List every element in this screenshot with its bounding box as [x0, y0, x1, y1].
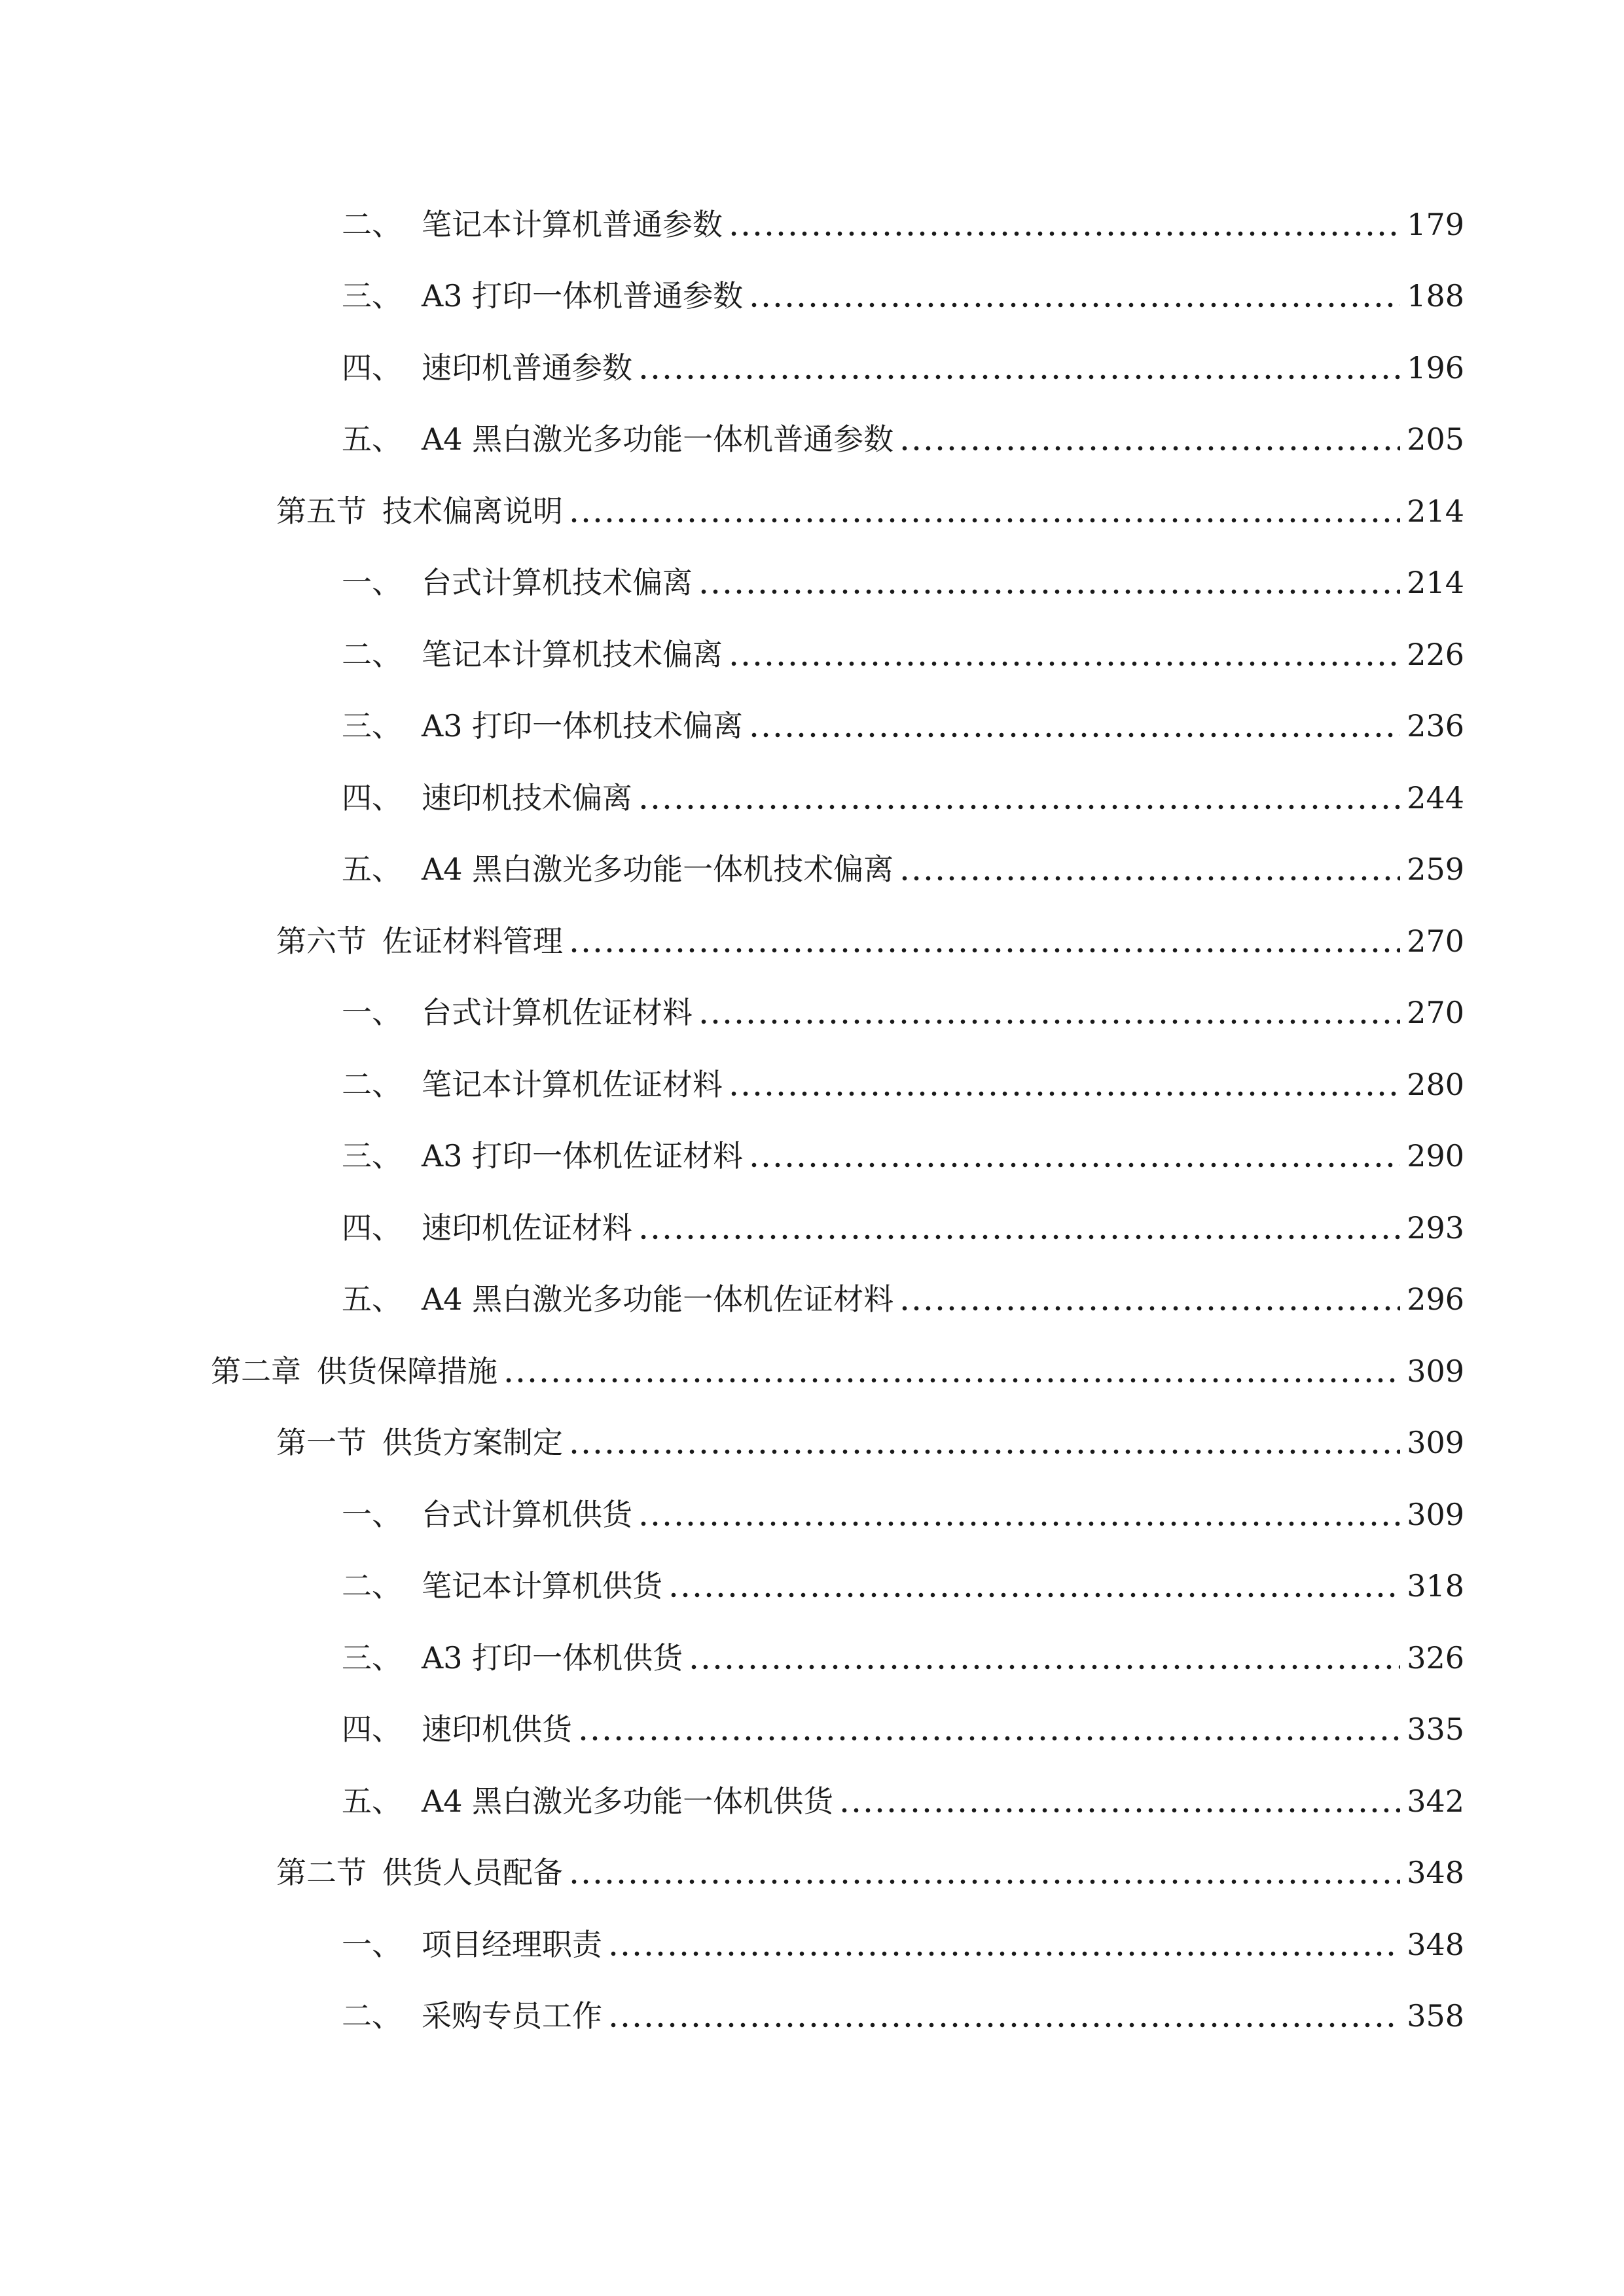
toc-entry[interactable] — [0, 1837, 1624, 1909]
toc-entry-title: A4 黑白激光多功能一体机普通参数 — [422, 422, 894, 457]
toc-entry-number: 第五节 — [276, 493, 367, 529]
toc-entry-title: A3 打印一体机普通参数 — [422, 278, 744, 314]
dot-leader — [698, 993, 1400, 1032]
toc-entry-page-number: 179 — [1407, 206, 1464, 242]
dot-leader — [899, 850, 1400, 889]
toc-entry-number: 三、 — [342, 1640, 402, 1676]
toc-entry[interactable] — [0, 404, 1624, 476]
toc-entry[interactable] — [0, 1909, 1624, 1981]
toc-entry[interactable] — [0, 977, 1624, 1049]
toc-entry-number: 三、 — [342, 1138, 402, 1174]
toc-entry-page-number: 226 — [1407, 636, 1464, 672]
toc-entry-page-number: 342 — [1407, 1783, 1464, 1819]
toc-entry-page-number: 290 — [1407, 1138, 1464, 1174]
toc-entry-title: A3 打印一体机供货 — [422, 1640, 683, 1676]
toc-entry-title: 笔记本计算机技术偏离 — [422, 636, 723, 672]
toc-entry[interactable] — [0, 1694, 1624, 1766]
dot-leader — [899, 420, 1400, 459]
toc-entry-title: 佐证材料管理 — [382, 923, 563, 959]
toc-entry[interactable] — [0, 691, 1624, 762]
toc-entry-title: A4 黑白激光多功能一体机技术偏离 — [422, 852, 894, 888]
toc-entry-number: 第二章 — [211, 1353, 301, 1389]
toc-entry[interactable] — [0, 905, 1624, 977]
toc-entry-number: 二、 — [342, 1568, 402, 1604]
dot-leader — [698, 563, 1400, 602]
toc-entry-number: 五、 — [342, 1783, 402, 1819]
toc-entry-number: 一、 — [342, 995, 402, 1031]
toc-entry-title: 供货人员配备 — [382, 1855, 563, 1891]
toc-entry-page-number: 326 — [1407, 1640, 1464, 1676]
toc-entry[interactable] — [0, 1765, 1624, 1837]
toc-entry[interactable] — [0, 332, 1624, 404]
toc-entry-page-number: 270 — [1407, 995, 1464, 1031]
dot-leader — [638, 1495, 1400, 1534]
toc-entry-number: 二、 — [342, 1066, 402, 1102]
toc-entry-number: 五、 — [342, 1282, 402, 1318]
toc-entry-page-number: 270 — [1407, 923, 1464, 959]
toc-entry-title: 笔记本计算机供货 — [422, 1568, 662, 1604]
toc-entry-title: 采购专员工作 — [422, 1998, 602, 2034]
dot-leader — [568, 922, 1400, 961]
toc-entry[interactable] — [0, 762, 1624, 834]
toc-entry-page-number: 348 — [1407, 1855, 1464, 1891]
toc-entry[interactable] — [0, 188, 1624, 260]
toc-entry-title: 供货保障措施 — [317, 1353, 497, 1389]
dot-leader — [568, 1423, 1400, 1462]
toc-entry-title: 速印机佐证材料 — [422, 1210, 632, 1246]
toc-entry[interactable] — [0, 1622, 1624, 1694]
toc-entry-number: 第二节 — [276, 1855, 367, 1891]
toc-entry-title: 速印机普通参数 — [422, 350, 632, 386]
toc-entry-page-number: 318 — [1407, 1568, 1464, 1604]
toc-entry-number: 四、 — [342, 1210, 402, 1246]
toc-entry-number: 二、 — [342, 206, 402, 242]
toc-entry-number: 四、 — [342, 350, 402, 386]
toc-entry-page-number: 309 — [1407, 1496, 1464, 1532]
dot-leader — [728, 1065, 1400, 1104]
toc-entry[interactable] — [0, 1981, 1624, 2053]
toc-entry-page-number: 244 — [1407, 780, 1464, 816]
toc-entry[interactable] — [0, 619, 1624, 691]
toc-entry[interactable] — [0, 475, 1624, 547]
toc-entry-title: A4 黑白激光多功能一体机供货 — [422, 1783, 834, 1819]
toc-entry-title: 速印机供货 — [422, 1712, 572, 1748]
dot-leader — [607, 1925, 1400, 1964]
toc-entry-number: 一、 — [342, 565, 402, 601]
toc-entry-number: 第一节 — [276, 1425, 367, 1461]
dot-leader — [839, 1782, 1400, 1821]
dot-leader — [728, 635, 1400, 674]
toc-entry-number: 五、 — [342, 852, 402, 888]
toc-entry-page-number: 293 — [1407, 1210, 1464, 1246]
toc-entry-number: 一、 — [342, 1926, 402, 1962]
toc-entry[interactable] — [0, 1335, 1624, 1407]
toc-entry-number: 三、 — [342, 278, 402, 314]
toc-entry-page-number: 259 — [1407, 852, 1464, 888]
table-of-contents — [0, 188, 1624, 2052]
toc-entry-page-number: 280 — [1407, 1066, 1464, 1102]
toc-entry-page-number: 309 — [1407, 1425, 1464, 1461]
toc-entry-page-number: 348 — [1407, 1926, 1464, 1962]
dot-leader — [577, 1710, 1400, 1749]
toc-entry[interactable] — [0, 1049, 1624, 1121]
toc-entry-page-number: 214 — [1407, 493, 1464, 529]
toc-entry[interactable] — [0, 1264, 1624, 1336]
toc-entry-title: 项目经理职责 — [422, 1926, 602, 1962]
toc-entry-title: 台式计算机佐证材料 — [422, 995, 693, 1031]
toc-entry[interactable] — [0, 1121, 1624, 1193]
toc-entry[interactable] — [0, 547, 1624, 619]
toc-entry[interactable] — [0, 834, 1624, 906]
toc-entry-page-number: 196 — [1407, 350, 1464, 386]
toc-entry[interactable] — [0, 260, 1624, 332]
toc-entry-number: 一、 — [342, 1496, 402, 1532]
toc-entry[interactable] — [0, 1192, 1624, 1264]
dot-leader — [728, 205, 1400, 244]
toc-entry-number: 四、 — [342, 780, 402, 816]
toc-entry-page-number: 205 — [1407, 422, 1464, 457]
toc-entry[interactable] — [0, 1479, 1624, 1551]
toc-entry-number: 四、 — [342, 1712, 402, 1748]
toc-entry-number: 第六节 — [276, 923, 367, 959]
toc-entry[interactable] — [0, 1407, 1624, 1479]
dot-leader — [899, 1280, 1400, 1319]
dot-leader — [748, 1136, 1400, 1175]
dot-leader — [503, 1352, 1400, 1391]
dot-leader — [748, 706, 1400, 745]
dot-leader — [748, 276, 1400, 315]
dot-leader — [568, 492, 1400, 531]
dot-leader — [668, 1566, 1400, 1605]
toc-entry-number: 三、 — [342, 708, 402, 744]
dot-leader — [638, 1208, 1400, 1247]
toc-entry-title: 台式计算机供货 — [422, 1496, 632, 1532]
toc-entry-page-number: 309 — [1407, 1353, 1464, 1389]
toc-entry-title: A3 打印一体机佐证材料 — [422, 1138, 744, 1174]
dot-leader — [688, 1638, 1400, 1677]
toc-entry-title: A4 黑白激光多功能一体机佐证材料 — [422, 1282, 894, 1318]
toc-entry-number: 二、 — [342, 1998, 402, 2034]
toc-entry-page-number: 358 — [1407, 1998, 1464, 2034]
toc-entry-title: 笔记本计算机普通参数 — [422, 206, 723, 242]
toc-entry-title: A3 打印一体机技术偏离 — [422, 708, 744, 744]
toc-entry[interactable] — [0, 1551, 1624, 1623]
dot-leader — [638, 778, 1400, 817]
dot-leader — [638, 348, 1400, 387]
toc-entry-page-number: 188 — [1407, 278, 1464, 314]
dot-leader — [607, 1996, 1400, 2036]
toc-entry-page-number: 335 — [1407, 1712, 1464, 1748]
toc-entry-title: 速印机技术偏离 — [422, 780, 632, 816]
dot-leader — [568, 1853, 1400, 1892]
toc-entry-page-number: 296 — [1407, 1282, 1464, 1318]
toc-entry-title: 供货方案制定 — [382, 1425, 563, 1461]
toc-entry-page-number: 236 — [1407, 708, 1464, 744]
toc-entry-title: 笔记本计算机佐证材料 — [422, 1066, 723, 1102]
toc-entry-number: 二、 — [342, 636, 402, 672]
toc-entry-page-number: 214 — [1407, 565, 1464, 601]
toc-entry-number: 五、 — [342, 422, 402, 457]
toc-entry-title: 台式计算机技术偏离 — [422, 565, 693, 601]
toc-entry-title: 技术偏离说明 — [382, 493, 563, 529]
